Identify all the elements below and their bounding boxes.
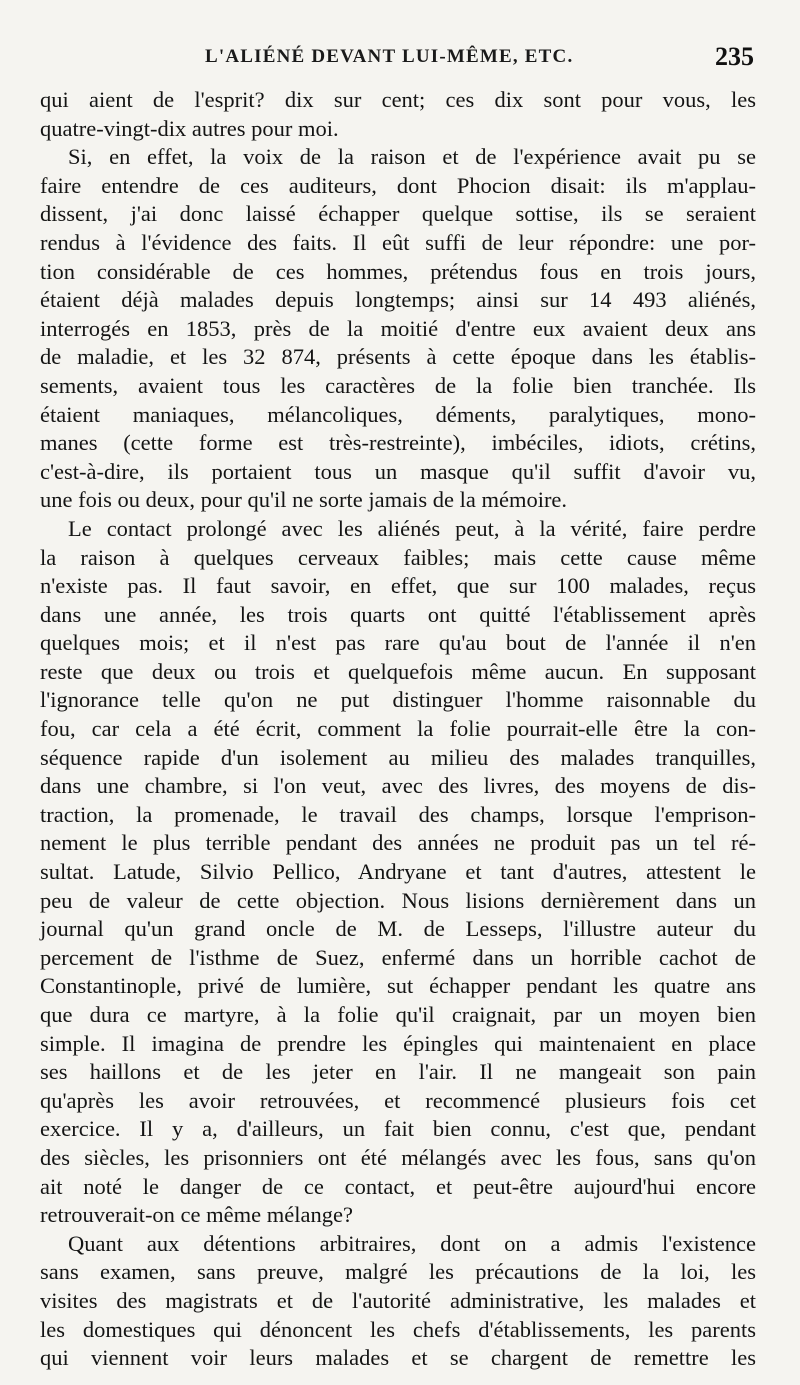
text-line: Le contact prolongé avec les aliénés peut, à la vérité, faire perdre — [68, 515, 756, 541]
text-line: la raison à quelques cerveaux faibles; mais cette cause même — [40, 544, 756, 570]
paragraph — [40, 515, 756, 1230]
text-line: rendus à l'évidence des faits. Il eût suffi de leur répondre: une por- — [40, 229, 756, 255]
text-line: quatre-vingt-dix autres pour moi. — [40, 115, 339, 141]
text-line: que dura ce martyre, à la folie qu'il craignait, par un moyen bien — [40, 1002, 756, 1027]
text-line: ait noté le danger de ce contact, et peut-être aujourd'hui encore — [40, 1173, 756, 1199]
text-line: simple. Il imagina de prendre les épingles qui maintenaient en place — [40, 1030, 756, 1056]
text-line: sements, avaient tous les caractères de la folie bien tranchée. Ils — [40, 372, 756, 398]
text-line: étaient déjà malades depuis longtemps; ainsi sur 14 493 aliénés, — [40, 287, 756, 313]
text-line: Quant aux détentions arbitraires, dont on a admis l'existence — [68, 1230, 756, 1256]
text-line: manes (cette forme est très-restreinte), imbéciles, idiots, crétins, — [40, 430, 756, 456]
text-line: interrogés en 1853, près de la moitié d'entre eux avaient deux ans — [40, 315, 756, 341]
text-line: sans examen, sans preuve, malgré les précautions de la loi, les — [40, 1259, 756, 1285]
text-line: qui aient de l'esprit? dix sur cent; ces dix sont pour vous, les — [40, 87, 756, 112]
text-line: étaient maniaques, mélancoliques, déments, paralytiques, mono- — [40, 401, 756, 427]
text-line: quelques mois; et il n'est pas rare qu'au bout de l'année il n'en — [40, 630, 756, 656]
text-line: Si, en effet, la voix de la raison et de l'expérience avait pu se — [68, 144, 756, 170]
text-line: de maladie, et les 32 874, présents à cette époque dans les établis- — [40, 344, 756, 370]
text-line: journal qu'un grand oncle de M. de Lesseps, l'illustre auteur du — [40, 916, 756, 942]
running-head — [40, 44, 760, 74]
text-line: traction, la promenade, le travail des champs, lorsque l'emprison- — [40, 801, 756, 827]
text-line: retrouverait-on ce même mélange? — [40, 1202, 353, 1228]
text-line: une fois ou deux, pour qu'il ne sorte jamais de la mémoire. — [40, 487, 568, 513]
text-line: les domestiques qui dénoncent les chefs d'établissements, les parents — [40, 1316, 756, 1342]
paragraph — [40, 86, 756, 143]
paragraph — [40, 1230, 756, 1373]
text-line: séquence rapide d'un isolement au milieu des malades tranquilles, — [40, 744, 756, 770]
body-text — [40, 86, 756, 1373]
text-line: tion considérable de ces hommes, prétendus fous en trois jours, — [40, 258, 756, 284]
text-line: l'ignorance telle qu'on ne put distinguer l'homme raisonnable du — [40, 687, 756, 713]
text-line: percement de l'isthme de Suez, enfermé dans un horrible cachot de — [40, 944, 756, 970]
text-line: n'existe pas. Il faut savoir, en effet, que sur 100 malades, reçus — [40, 573, 756, 599]
text-line: c'est-à-dire, ils portaient tous un masque qu'il suffit d'avoir vu, — [40, 458, 756, 484]
running-head-title: L'ALIÉNÉ DEVANT LUI-MÊME, ETC. — [205, 46, 574, 67]
text-line: faire entendre de ces auditeurs, dont Phocion disait: ils m'applau- — [40, 172, 756, 198]
text-line: fou, car cela a été écrit, comment la folie pourrait-elle être la con- — [40, 716, 756, 742]
text-line: qu'après les avoir retrouvées, et recommencé plusieurs fois cet — [40, 1087, 756, 1113]
text-line: visites des magistrats et de l'autorité administrative, les malades et — [40, 1287, 756, 1313]
text-line: qui viennent voir leurs malades et se chargent de remettre les — [40, 1345, 756, 1371]
text-line: peu de valeur de cette objection. Nous lisions dernièrement dans un — [40, 887, 756, 913]
text-line: dans une année, les trois quarts ont quitté l'établissement après — [40, 601, 756, 627]
text-line: dissent, j'ai donc laissé échapper quelque sottise, ils se seraient — [40, 201, 756, 227]
text-line: ses haillons et de les jeter en l'air. Il ne mangeait son pain — [40, 1059, 756, 1085]
text-line: sultat. Latude, Silvio Pellico, Andryane et tant d'autres, attestent le — [40, 859, 756, 885]
text-line: des siècles, les prisonniers ont été mélangés avec les fous, sans qu'on — [40, 1144, 756, 1170]
text-line: exercice. Il y a, d'ailleurs, un fait bien connu, c'est que, pendant — [40, 1116, 756, 1142]
text-line: Constantinople, privé de lumière, sut échapper pendant les quatre ans — [40, 973, 756, 999]
paragraph — [40, 143, 756, 515]
text-line: nement le plus terrible pendant des années ne produit pas un tel ré- — [40, 830, 756, 856]
text-line: reste que deux ou trois et quelquefois même aucun. En supposant — [40, 658, 756, 684]
text-line: dans une chambre, si l'on veut, avec des livres, des moyens de dis- — [40, 773, 756, 799]
page-number: 235 — [715, 42, 754, 71]
